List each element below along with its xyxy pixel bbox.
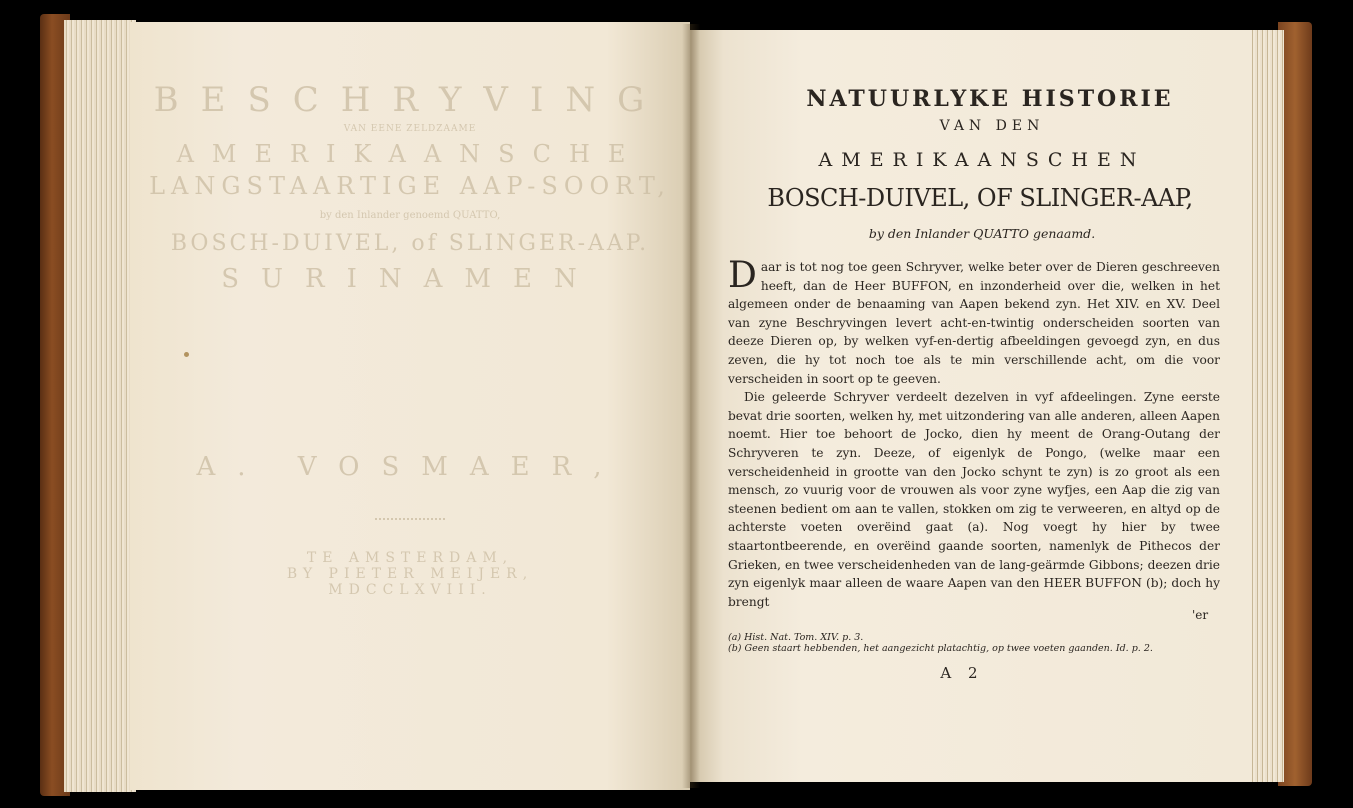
catchword: 'er <box>1192 608 1209 622</box>
paper-speck <box>184 352 189 357</box>
drop-cap: D <box>728 255 757 296</box>
subheading: by den Inlander QUATTO genaamd. <box>868 226 1096 241</box>
paragraph-1 <box>728 255 1220 388</box>
paragraph-2: Die geleerde Schryver verdeelt dezelven in vyf afdeelingen. Zyne eerste bevat drie soorten, welken hy, met uitzondering van alle anderen, alleen Aapen noemt. Hier toe behoort de Jocko, dien hy meent de Orang-Outang der Schryveren te zyn. Deeze, of eigenlyk de Pongo, (welke maar een verscheidenheid in grootte van den Jocko schynt te zyn) is zo groot als een mensch, zo vuurig voor de vrouwen als voor zyne wyfjes, een Aap die zig van steenen bedient om aan te vallen, stokken om zig te verweeren, en altyd op de achterste voeten overëind gaat (a). Nog voegt hy hier by twee staartontbeerende, en overëind gaande soorten, namenlyk de Pithecos der Grieken, en twee verscheidenheden van de lang-geärmde Gibbons; deezen drie zyn eigenlyk maar alleen de waare Aapen van den HEER BUFFON (b); doch hy brengt <box>728 390 1220 609</box>
showthrough-line: A. VOSMAER, <box>196 452 624 482</box>
body-text <box>728 255 1220 611</box>
heading-amerikaanschen: AMERIKAANSCHEN <box>818 149 1146 171</box>
footnote-a: (a) Hist. Nat. Tom. XIV. p. 3. <box>728 632 864 643</box>
showthrough-line: LANGSTAARTIGE AAP-SOORT, <box>149 172 671 200</box>
page-edges-left <box>64 20 136 792</box>
showthrough-line: MDCCLXVIII. <box>328 582 492 598</box>
heading-title: NATUURLYKE HISTORIE <box>806 86 1174 112</box>
ornament-icon <box>375 488 445 520</box>
footnotes <box>728 632 1220 654</box>
showthrough-line: BY PIETER MEIJER, <box>286 566 534 582</box>
showthrough-line: by den Inlander genoemd QUATTO, <box>319 210 501 221</box>
book-gutter <box>682 24 700 788</box>
showthrough-line: TE AMSTERDAM, <box>306 550 514 566</box>
showthrough-title-page <box>140 80 680 598</box>
showthrough-line: BESCHRYVING <box>153 80 667 120</box>
footnote-b: (b) Geen staart hebbenden, het aangezicht platachtig, op twee voeten gaanden. Id. p. 2. <box>728 643 1153 654</box>
showthrough-line: AMERIKAANSCHE <box>176 140 644 168</box>
page-signature: A 2 <box>940 664 984 682</box>
showthrough-line: BOSCH-DUIVEL, of SLINGER-AAP. <box>170 231 650 256</box>
heading-van-den: VAN DEN <box>939 118 1045 134</box>
page-edges-right <box>1250 30 1284 782</box>
paragraph-1-text: aar is tot nog toe geen Schryver, welke beter over de Dieren geschreeven heeft, dan de Heer BUFFON, en inzonderheid over die, welken in het algemeen onder de benaaming van Aapen bekend zyn. Het XIV. en XV. Deel van zyne Beschryvingen levert acht-en-twintig onderscheiden soorten van deeze Dieren op, by welken vyf-en-dertig afbeeldingen gevoegd zyn, en dus zeven, die hy tot noch toe als te min verschillende acht, om die voor verscheiden in soort op te geeven. <box>728 260 1220 386</box>
showthrough-line: SURINAMEN <box>221 264 599 294</box>
showthrough-line: VAN EENE ZELDZAAME <box>343 124 477 134</box>
heading-bosch-duivel: BOSCH-DUIVEL, OF SLINGER-AAP, <box>767 184 1193 212</box>
